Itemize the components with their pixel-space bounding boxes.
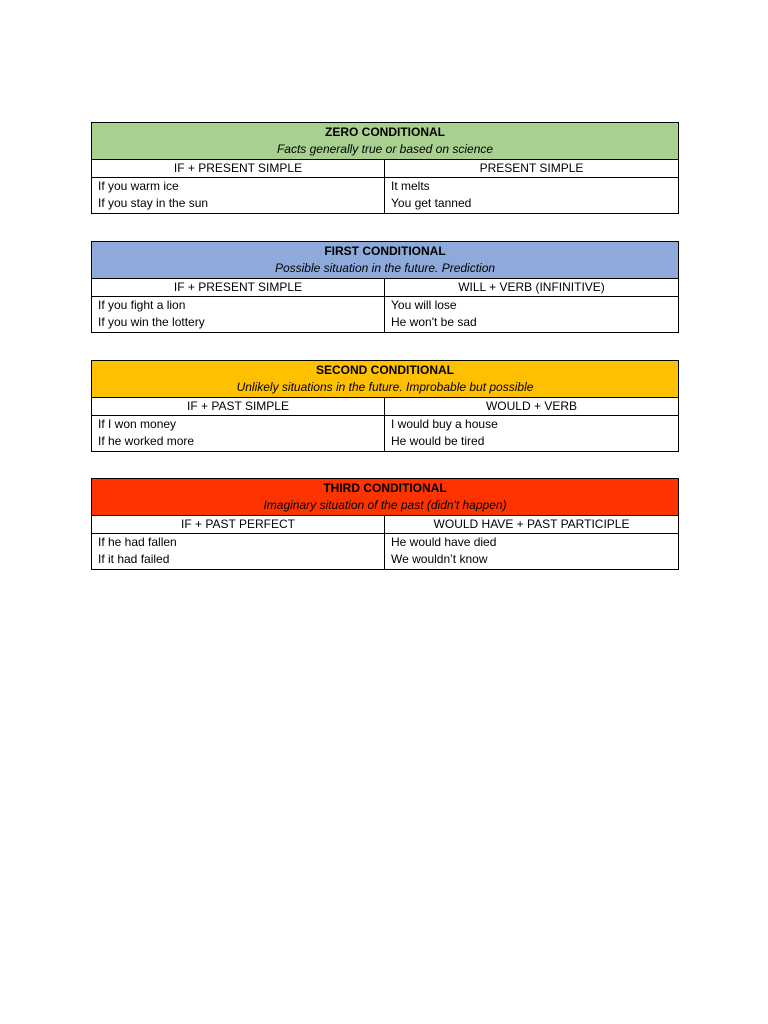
table-header-row <box>92 242 679 279</box>
table-header-row <box>92 479 679 516</box>
table-title: THIRD CONDITIONAL <box>323 481 447 495</box>
column-header-row <box>92 516 679 534</box>
table-header-cell <box>92 242 679 279</box>
condition-line: If you fight a lion <box>98 298 186 312</box>
table-subtitle: Imaginary situation of the past (didn't happen) <box>263 498 507 512</box>
second-conditional-table <box>91 360 679 452</box>
result-cell <box>385 534 679 570</box>
condition-line: If you win the lottery <box>98 315 205 329</box>
column-header-row <box>92 398 679 416</box>
column-header-row <box>92 160 679 178</box>
column-header-left: IF + PRESENT SIMPLE <box>92 160 385 178</box>
condition-cell <box>92 534 385 570</box>
condition-line: If it had failed <box>98 552 170 566</box>
column-header-row <box>92 279 679 297</box>
result-line: It melts <box>391 179 430 193</box>
third-conditional-table <box>91 478 679 570</box>
column-header-right: PRESENT SIMPLE <box>385 160 679 178</box>
zero-conditional-table <box>91 122 679 214</box>
column-header-left: IF + PAST SIMPLE <box>92 398 385 416</box>
condition-line: If I won money <box>98 417 177 431</box>
result-cell <box>385 416 679 452</box>
condition-cell <box>92 416 385 452</box>
condition-cell <box>92 297 385 333</box>
column-header-left: IF + PRESENT SIMPLE <box>92 279 385 297</box>
column-header-right: WOULD HAVE + PAST PARTICIPLE <box>385 516 679 534</box>
result-line: You will lose <box>391 298 457 312</box>
result-line: You get tanned <box>391 196 472 210</box>
table-header-cell <box>92 361 679 398</box>
result-line: We wouldn’t know <box>391 552 488 566</box>
condition-line: If you stay in the sun <box>98 196 209 210</box>
result-cell <box>385 297 679 333</box>
column-header-right: WOULD + VERB <box>385 398 679 416</box>
table-row <box>92 416 679 452</box>
table-row <box>92 297 679 333</box>
table-title: SECOND CONDITIONAL <box>316 363 454 377</box>
table-row <box>92 534 679 570</box>
condition-line: If you warm ice <box>98 179 179 193</box>
table-title: FIRST CONDITIONAL <box>324 244 446 258</box>
first-conditional-table <box>91 241 679 333</box>
result-line: He would be tired <box>391 434 485 448</box>
table-subtitle: Unlikely situations in the future. Improbable but possible <box>236 380 534 394</box>
condition-line: If he had fallen <box>98 535 177 549</box>
column-header-left: IF + PAST PERFECT <box>92 516 385 534</box>
table-subtitle: Possible situation in the future. Prediction <box>274 261 496 275</box>
table-header-cell <box>92 123 679 160</box>
table-header-row <box>92 361 679 398</box>
condition-line: If he worked more <box>98 434 195 448</box>
result-line: He would have died <box>391 535 497 549</box>
table-header-row <box>92 123 679 160</box>
table-header-cell <box>92 479 679 516</box>
table-subtitle: Facts generally true or based on science <box>276 142 494 156</box>
column-header-right: WILL + VERB (INFINITIVE) <box>385 279 679 297</box>
condition-cell <box>92 178 385 214</box>
result-line: I would buy a house <box>391 417 498 431</box>
result-cell <box>385 178 679 214</box>
result-line: He won't be sad <box>391 315 477 329</box>
table-row <box>92 178 679 214</box>
table-title: ZERO CONDITIONAL <box>325 125 445 139</box>
